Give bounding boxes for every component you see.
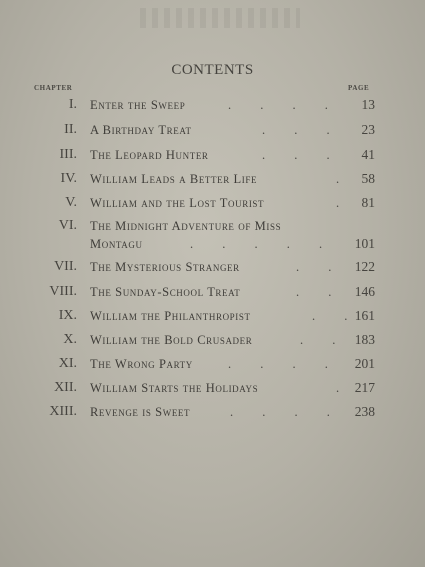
dot-leader: . . — [312, 309, 361, 323]
chapter-number: XIII. — [49, 404, 77, 419]
chapter-number: I. — [68, 97, 77, 112]
chapter-title: Enter the Sweep — [90, 98, 186, 112]
contents-entry — [0, 355, 425, 373]
contents-entry — [0, 121, 425, 139]
chapter-number: III. — [59, 147, 77, 162]
page-number: 58 — [361, 171, 375, 186]
chapter-number: II. — [64, 122, 77, 137]
page-number: 238 — [354, 404, 375, 419]
page-number: 101 — [354, 236, 375, 251]
page-number: 217 — [354, 380, 375, 395]
contents-entry — [0, 170, 425, 188]
chapter-title: William the Bold Crusader — [90, 333, 253, 347]
chapter-title-continued: Montagu — [90, 237, 143, 251]
chapter-title: The Sunday-School Treat — [90, 285, 241, 299]
page-number: 183 — [354, 332, 375, 347]
chapter-title: William and the Lost Tourist — [90, 196, 265, 210]
contents-entry — [0, 217, 425, 253]
show-through-text — [140, 8, 300, 28]
chapter-title: William Leads a Better Life — [90, 172, 258, 186]
dot-leader: . . . . — [228, 98, 341, 112]
page-title: CONTENTS — [171, 62, 254, 78]
dot-leader: . . . . . — [190, 237, 336, 251]
contents-entry — [0, 403, 425, 421]
page-column-label: PAGE — [348, 84, 370, 92]
chapter-number: V. — [65, 195, 77, 210]
chapter-title: The Leopard Hunter — [90, 148, 209, 162]
dot-leader: . . — [296, 285, 345, 299]
page-number: 122 — [354, 259, 375, 274]
page-number: 13 — [361, 97, 375, 112]
dot-leader: . . . . — [230, 405, 343, 419]
contents-entry — [0, 96, 425, 114]
contents-entry — [0, 307, 425, 325]
chapter-number: VI. — [58, 218, 77, 233]
chapter-title: William Starts the Holidays — [90, 381, 259, 395]
dot-leader: . . — [300, 333, 349, 347]
chapter-title: A Birthday Treat — [90, 123, 192, 137]
chapter-number: IV. — [60, 171, 77, 186]
page-number: 41 — [361, 147, 375, 162]
page-number: 161 — [354, 308, 375, 323]
chapter-number: VIII. — [49, 284, 77, 299]
chapter-number: VII. — [54, 259, 77, 274]
page-number: 23 — [361, 122, 375, 137]
contents-entry — [0, 194, 425, 212]
dot-leader: . . . . — [228, 357, 341, 371]
dot-leader: . . . — [262, 148, 343, 162]
dot-leader: . — [336, 172, 353, 186]
chapter-number: X. — [63, 332, 77, 347]
chapter-title: Revenge is Sweet — [90, 405, 191, 419]
chapter-number: XII. — [54, 380, 77, 395]
dot-leader: . . — [296, 260, 345, 274]
contents-entry — [0, 146, 425, 164]
contents-entry — [0, 331, 425, 349]
contents-entry — [0, 283, 425, 301]
page-number: 81 — [361, 195, 375, 210]
page-number: 201 — [354, 356, 375, 371]
page-number: 146 — [354, 284, 375, 299]
chapter-number: IX. — [58, 308, 77, 323]
contents-entry — [0, 258, 425, 276]
contents-entry — [0, 379, 425, 397]
chapter-title: The Wrong Party — [90, 357, 193, 371]
chapter-title: The Midnight Adventure of Miss — [90, 219, 282, 233]
dot-leader: . — [336, 196, 353, 210]
chapter-number: XI. — [58, 356, 77, 371]
dot-leader: . — [336, 381, 353, 395]
dot-leader: . . . — [262, 123, 343, 137]
chapter-column-label: CHAPTER — [34, 84, 73, 92]
chapter-title: The Mysterious Stranger — [90, 260, 240, 274]
chapter-title: William the Philanthropist — [90, 309, 251, 323]
